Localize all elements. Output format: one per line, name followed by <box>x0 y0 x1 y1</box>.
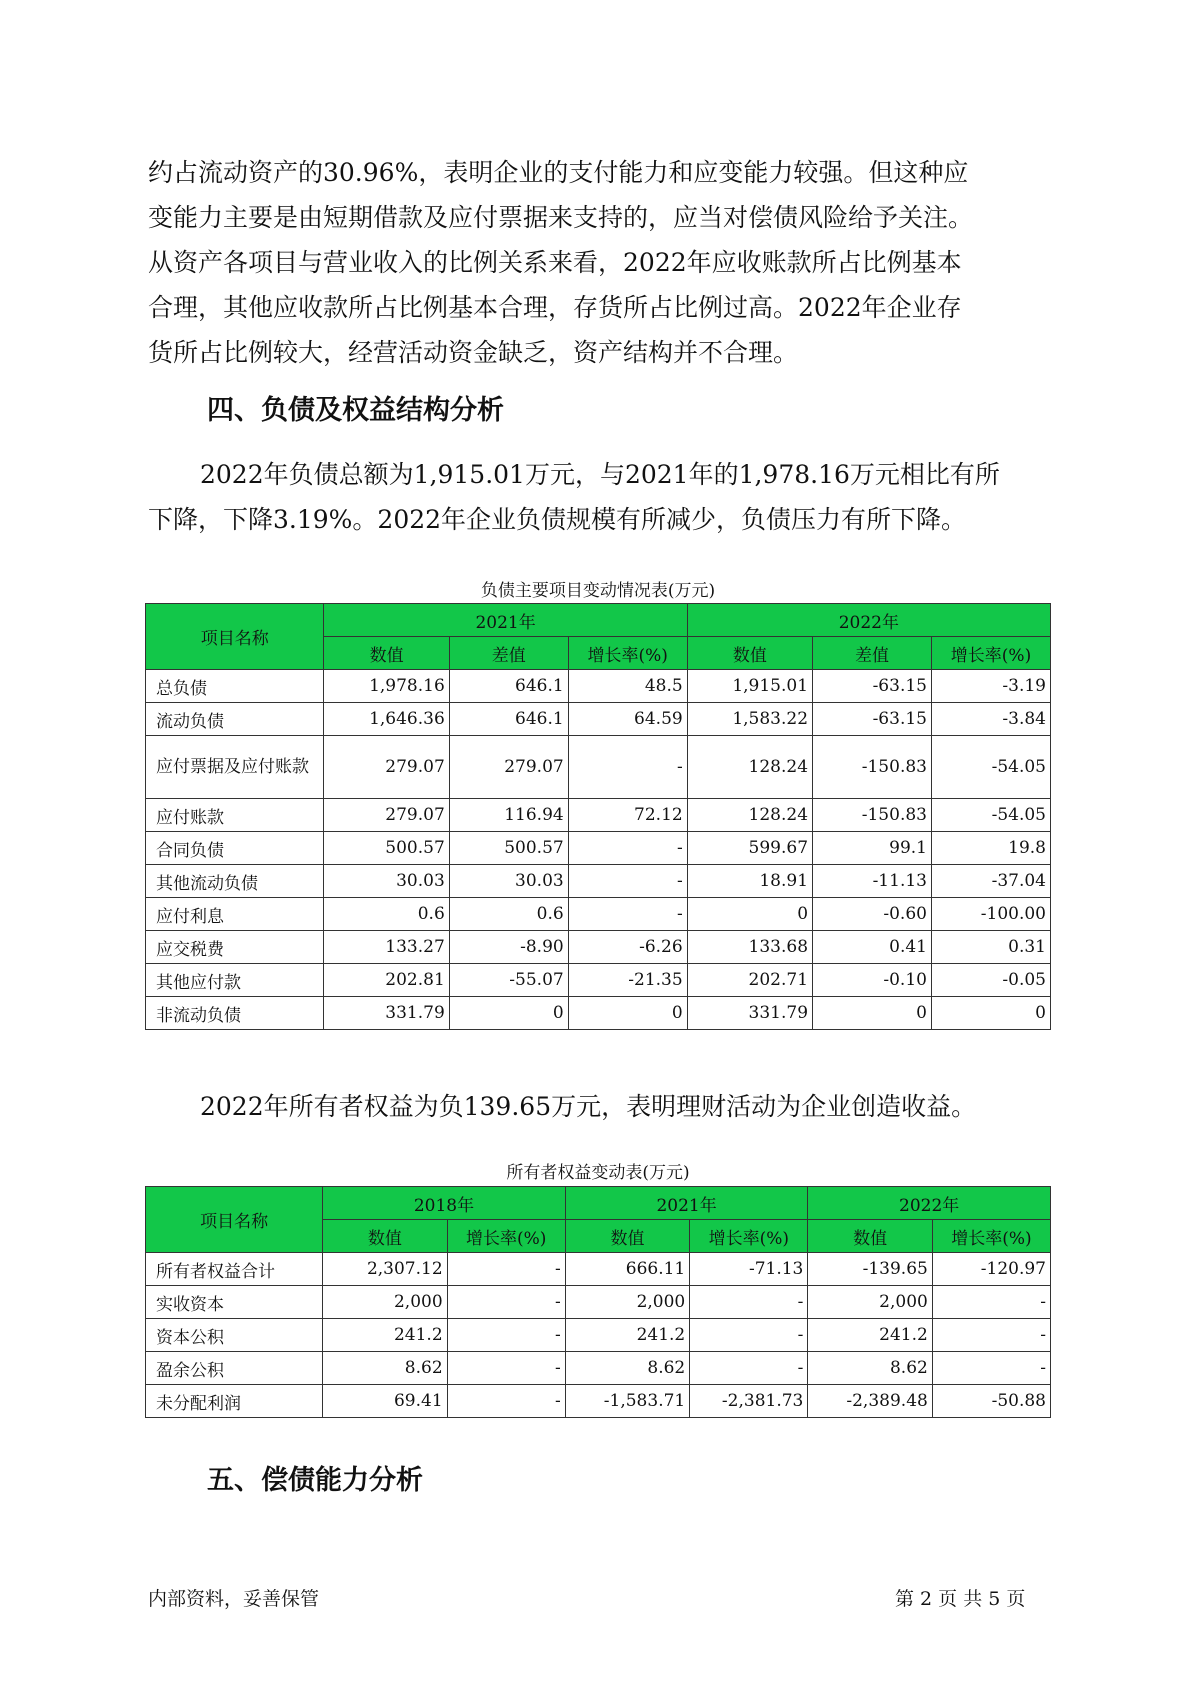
table-row <box>146 898 1051 931</box>
cell-value: 599.67 <box>687 832 812 865</box>
table-row <box>146 964 1051 997</box>
cell-value: - <box>568 865 687 898</box>
cell-value: -54.05 <box>931 799 1050 832</box>
row-name: 实收资本 <box>146 1286 323 1319</box>
cell-value: -37.04 <box>931 865 1050 898</box>
cell-value: 48.5 <box>568 670 687 703</box>
cell-value: -0.10 <box>813 964 932 997</box>
cell-value: 0.41 <box>813 931 932 964</box>
cell-value: 646.1 <box>449 670 568 703</box>
paragraph-line: 变能力主要是由短期借款及应付票据来支持的，应当对偿债风险给予关注。 <box>148 203 974 232</box>
cell-value: -2,381.73 <box>690 1385 808 1418</box>
cell-value: 279.07 <box>324 736 449 799</box>
header-growth-rate: 增长率(%) <box>568 637 687 670</box>
footer-confidential-note: 内部资料，妥善保管 <box>148 1588 320 1610</box>
cell-value: 0 <box>449 997 568 1030</box>
paragraph-liability-summary <box>148 452 1048 542</box>
row-name: 非流动负债 <box>146 997 324 1030</box>
cell-value: 1,583.22 <box>687 703 812 736</box>
table-row <box>146 1319 1051 1352</box>
cell-value: -21.35 <box>568 964 687 997</box>
cell-value: -63.15 <box>813 670 932 703</box>
row-name: 应付账款 <box>146 799 324 832</box>
table-caption-equity: 所有者权益变动表(万元) <box>506 1163 690 1183</box>
header-value: 数值 <box>324 637 449 670</box>
cell-value: 8.62 <box>323 1352 447 1385</box>
cell-value: -150.83 <box>813 736 932 799</box>
cell-value: 0.6 <box>324 898 449 931</box>
cell-value: 241.2 <box>808 1319 932 1352</box>
cell-value: 8.62 <box>808 1352 932 1385</box>
cell-value: -2,389.48 <box>808 1385 932 1418</box>
cell-value: - <box>447 1385 565 1418</box>
cell-value: 0 <box>568 997 687 1030</box>
cell-value: -100.00 <box>931 898 1050 931</box>
cell-value: 0 <box>687 898 812 931</box>
table-caption-liabilities: 负债主要项目变动情况表(万元) <box>480 581 716 601</box>
liabilities-table <box>145 603 1051 1030</box>
cell-value: 202.81 <box>324 964 449 997</box>
cell-value: -0.05 <box>931 964 1050 997</box>
header-item-name: 项目名称 <box>146 1187 323 1253</box>
header-difference: 差值 <box>813 637 932 670</box>
cell-value: 18.91 <box>687 865 812 898</box>
cell-value: -120.97 <box>932 1253 1050 1286</box>
cell-value: 30.03 <box>324 865 449 898</box>
header-value: 数值 <box>323 1220 447 1253</box>
cell-value: 1,978.16 <box>324 670 449 703</box>
cell-value: 8.62 <box>565 1352 689 1385</box>
table-row <box>146 1253 1051 1286</box>
paragraph-line: 合理，其他应收款所占比例基本合理，存货所占比例过高。2022年企业存 <box>148 293 962 322</box>
table-row <box>146 997 1051 1030</box>
paragraph-asset-structure <box>148 150 1048 375</box>
row-name: 所有者权益合计 <box>146 1253 323 1286</box>
cell-value: - <box>932 1286 1050 1319</box>
table-row <box>146 1286 1051 1319</box>
cell-value: -11.13 <box>813 865 932 898</box>
table-row <box>146 703 1051 736</box>
header-growth-rate: 增长率(%) <box>932 1220 1050 1253</box>
cell-value: 0.6 <box>449 898 568 931</box>
cell-value: 1,915.01 <box>687 670 812 703</box>
table-row <box>146 1352 1051 1385</box>
paragraph-line: 货所占比例较大，经营活动资金缺乏，资产结构并不合理。 <box>148 338 799 367</box>
cell-value: 2,000 <box>565 1286 689 1319</box>
paragraph-line: 约占流动资产的30.96%，表明企业的支付能力和应变能力较强。但这种应 <box>148 158 969 187</box>
cell-value: 202.71 <box>687 964 812 997</box>
cell-value: 666.11 <box>565 1253 689 1286</box>
cell-value: 646.1 <box>449 703 568 736</box>
cell-value: -139.65 <box>808 1253 932 1286</box>
cell-value: 128.24 <box>687 799 812 832</box>
cell-value: - <box>568 898 687 931</box>
header-growth-rate: 增长率(%) <box>931 637 1050 670</box>
header-year: 2021年 <box>565 1187 808 1220</box>
cell-value: - <box>932 1319 1050 1352</box>
cell-value: - <box>932 1352 1050 1385</box>
cell-value: - <box>447 1352 565 1385</box>
cell-value: 69.41 <box>323 1385 447 1418</box>
row-name: 盈余公积 <box>146 1352 323 1385</box>
cell-value: - <box>568 736 687 799</box>
footer-page-number: 第 2 页 共 5 页 <box>895 1588 1026 1610</box>
cell-value: -1,583.71 <box>565 1385 689 1418</box>
cell-value: - <box>690 1352 808 1385</box>
cell-value: 2,000 <box>323 1286 447 1319</box>
table-row <box>146 931 1051 964</box>
cell-value: 2,307.12 <box>323 1253 447 1286</box>
row-name: 未分配利润 <box>146 1385 323 1418</box>
header-growth-rate: 增长率(%) <box>690 1220 808 1253</box>
row-name: 应交税费 <box>146 931 324 964</box>
cell-value: 500.57 <box>449 832 568 865</box>
cell-value: 133.68 <box>687 931 812 964</box>
header-year: 2022年 <box>687 604 1050 637</box>
section-heading-liability-equity: 四、负债及权益结构分析 <box>207 395 504 426</box>
cell-value: 241.2 <box>323 1319 447 1352</box>
cell-value: - <box>690 1319 808 1352</box>
row-name: 应付票据及应付账款 <box>146 736 324 799</box>
cell-value: 279.07 <box>324 799 449 832</box>
header-year: 2022年 <box>808 1187 1051 1220</box>
cell-value: -3.19 <box>931 670 1050 703</box>
section-heading-solvency: 五、偿债能力分析 <box>207 1465 423 1496</box>
cell-value: - <box>447 1253 565 1286</box>
cell-value: -50.88 <box>932 1385 1050 1418</box>
cell-value: -63.15 <box>813 703 932 736</box>
table-row <box>146 865 1051 898</box>
cell-value: 1,646.36 <box>324 703 449 736</box>
cell-value: 30.03 <box>449 865 568 898</box>
header-year: 2021年 <box>324 604 687 637</box>
row-name: 其他应付款 <box>146 964 324 997</box>
cell-value: - <box>447 1286 565 1319</box>
cell-value: 279.07 <box>449 736 568 799</box>
header-value: 数值 <box>687 637 812 670</box>
paragraph-equity-summary: 2022年所有者权益为负139.65万元，表明理财活动为企业创造收益。 <box>200 1092 977 1121</box>
table-row <box>146 736 1051 799</box>
paragraph-line: 下降，下降3.19%。2022年企业负债规模有所减少，负债压力有所下降。 <box>148 505 967 534</box>
cell-value: 0 <box>931 997 1050 1030</box>
row-name: 应付利息 <box>146 898 324 931</box>
table-row <box>146 799 1051 832</box>
cell-value: -54.05 <box>931 736 1050 799</box>
cell-value: 331.79 <box>324 997 449 1030</box>
cell-value: 0.31 <box>931 931 1050 964</box>
table-row <box>146 1385 1051 1418</box>
row-name: 流动负债 <box>146 703 324 736</box>
header-difference: 差值 <box>449 637 568 670</box>
cell-value: 99.1 <box>813 832 932 865</box>
cell-value: 64.59 <box>568 703 687 736</box>
paragraph-line: 2022年负债总额为1,915.01万元，与2021年的1,978.16万元相比有所 <box>200 460 1000 489</box>
cell-value: 133.27 <box>324 931 449 964</box>
row-name: 总负债 <box>146 670 324 703</box>
table-row <box>146 670 1051 703</box>
cell-value: -6.26 <box>568 931 687 964</box>
cell-value: 19.8 <box>931 832 1050 865</box>
cell-value: -3.84 <box>931 703 1050 736</box>
cell-value: 331.79 <box>687 997 812 1030</box>
paragraph-line: 从资产各项目与营业收入的比例关系来看，2022年应收账款所占比例基本 <box>148 248 962 277</box>
cell-value: 500.57 <box>324 832 449 865</box>
cell-value: -8.90 <box>449 931 568 964</box>
row-name: 资本公积 <box>146 1319 323 1352</box>
cell-value: - <box>568 832 687 865</box>
header-year: 2018年 <box>323 1187 566 1220</box>
cell-value: 128.24 <box>687 736 812 799</box>
cell-value: 241.2 <box>565 1319 689 1352</box>
header-growth-rate: 增长率(%) <box>447 1220 565 1253</box>
cell-value: - <box>447 1319 565 1352</box>
cell-value: 72.12 <box>568 799 687 832</box>
table-row <box>146 832 1051 865</box>
cell-value: -71.13 <box>690 1253 808 1286</box>
header-value: 数值 <box>808 1220 932 1253</box>
cell-value: -150.83 <box>813 799 932 832</box>
cell-value: 2,000 <box>808 1286 932 1319</box>
equity-table <box>145 1186 1051 1418</box>
row-name: 其他流动负债 <box>146 865 324 898</box>
cell-value: 0 <box>813 997 932 1030</box>
cell-value: - <box>690 1286 808 1319</box>
cell-value: 116.94 <box>449 799 568 832</box>
row-name: 合同负债 <box>146 832 324 865</box>
cell-value: -0.60 <box>813 898 932 931</box>
header-item-name: 项目名称 <box>146 604 324 670</box>
cell-value: -55.07 <box>449 964 568 997</box>
header-value: 数值 <box>565 1220 689 1253</box>
